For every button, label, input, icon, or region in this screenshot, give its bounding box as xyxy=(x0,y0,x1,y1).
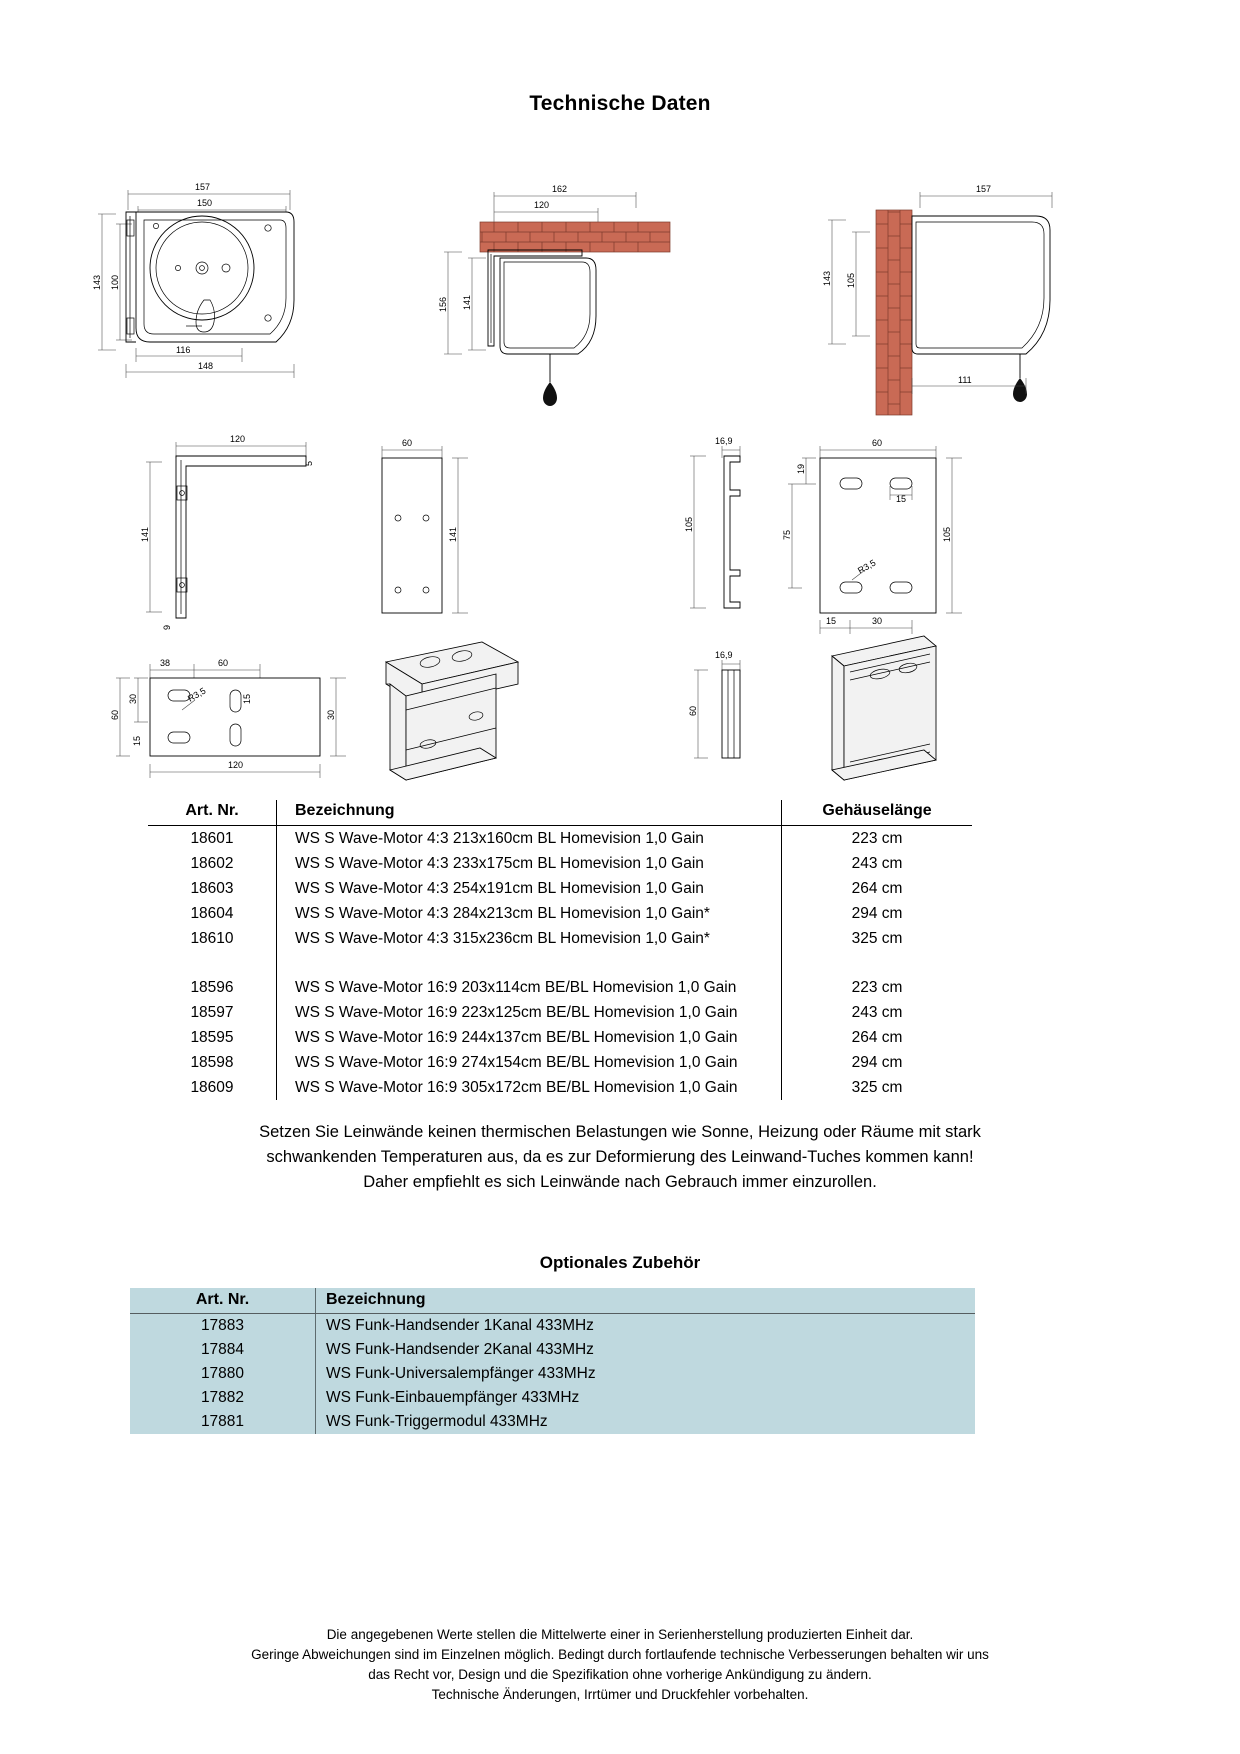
cell-gehaeuselaenge: 325 cm xyxy=(782,1075,973,1100)
thermal-warning-note xyxy=(120,1120,1120,1195)
dim-30b-ph: 30 xyxy=(326,709,336,720)
cell-bezeichnung: WS S Wave-Motor 4:3 254x191cm BL Homevision 1,0 Gain xyxy=(277,876,782,901)
cell-bezeichnung: WS S Wave-Motor 4:3 315x236cm BL Homevision 1,0 Gain* xyxy=(277,926,782,951)
accessories-title: Optionales Zubehör xyxy=(539,1253,701,1272)
dim-116-front: 116 xyxy=(176,345,191,355)
table-row-spacer xyxy=(148,951,972,975)
disclaimer-footer xyxy=(110,1625,1130,1705)
dim-143-right: 143 xyxy=(822,270,832,286)
dim-30-ph: 30 xyxy=(128,693,138,704)
specification-table xyxy=(148,800,972,1100)
drawing-plate-holes-vertical xyxy=(782,438,962,634)
cell-art-nr: 18603 xyxy=(190,880,234,897)
dim-60-rails: 60 xyxy=(688,705,698,716)
drawing-side-view-wall xyxy=(438,184,670,406)
dim-60-plate: 60 xyxy=(402,438,413,448)
dim-120-ph: 120 xyxy=(228,760,244,770)
dim-169-rails: 16,9 xyxy=(715,650,733,660)
dim-141-plate: 141 xyxy=(448,526,458,542)
header-bezeichnung: Bezeichnung xyxy=(277,800,782,826)
dim-5-bracket: 5 xyxy=(304,460,314,466)
footer-line-1: Die angegebenen Werte stellen die Mittelwerte einer in Serienherstellung produzierten Einheit dar. xyxy=(326,1627,914,1642)
cell-art-nr: 18601 xyxy=(190,830,234,847)
dim-141-side: 141 xyxy=(462,294,472,310)
warning-line-2: schwankenden Temperaturen aus, da es zur Deformierung des Leinwand-Tuches kommen kann! xyxy=(266,1148,974,1166)
cell-acc-bezeichnung: WS Funk-Universalempfänger 433MHz xyxy=(316,1362,976,1386)
dim-r35-ph: R3,5 xyxy=(186,685,208,704)
dim-38-ph: 38 xyxy=(160,658,171,668)
accessories-row xyxy=(130,1362,975,1386)
cell-acc-art-nr: 17883 xyxy=(200,1317,245,1334)
drawing-rail-short xyxy=(688,650,740,758)
dim-15-plateh: 15 xyxy=(896,494,907,504)
accessories-row xyxy=(130,1338,975,1362)
dim-9-bracket: 9 xyxy=(162,624,172,630)
cell-bezeichnung: WS S Wave-Motor 16:9 223x125cm BE/BL Homevision 1,0 Gain xyxy=(277,1000,782,1025)
dim-120-bracket: 120 xyxy=(230,434,246,444)
cell-bezeichnung: WS S Wave-Motor 16:9 203x114cm BE/BL Homevision 1,0 Gain xyxy=(277,975,782,1000)
drawing-plate-flat xyxy=(382,438,468,613)
dim-162-side: 162 xyxy=(552,184,568,194)
cell-acc-bezeichnung: WS Funk-Einbauempfänger 433MHz xyxy=(316,1386,976,1410)
cell-art-nr: 18597 xyxy=(190,1004,234,1021)
dim-60b-ph: 60 xyxy=(110,709,120,720)
cell-gehaeuselaenge: 325 cm xyxy=(782,926,973,951)
cell-gehaeuselaenge: 294 cm xyxy=(782,1050,973,1075)
dim-60-plateh: 60 xyxy=(872,438,883,448)
table-row xyxy=(148,1050,972,1075)
dim-120-side: 120 xyxy=(534,200,550,210)
brick-wall-horizontal xyxy=(480,222,670,252)
drawing-bracket-3d xyxy=(386,642,518,780)
cell-acc-art-nr: 17884 xyxy=(200,1341,245,1358)
header-gehaeuselaenge: Gehäuselänge xyxy=(782,800,973,826)
cell-gehaeuselaenge: 294 cm xyxy=(782,901,973,926)
dim-148-front: 148 xyxy=(198,361,214,371)
cell-art-nr: 18604 xyxy=(190,905,234,922)
accessories-row xyxy=(130,1386,975,1410)
dim-105-right: 105 xyxy=(846,272,856,288)
cell-art-nr: 18609 xyxy=(190,1079,234,1096)
dim-75-plateh: 75 xyxy=(782,529,792,540)
cell-bezeichnung: WS S Wave-Motor 16:9 274x154cm BE/BL Homevision 1,0 Gain xyxy=(277,1050,782,1075)
drawing-side-view-wall-right xyxy=(822,184,1052,415)
footer-line-4: Technische Änderungen, Irrtümer und Druckfehler vorbehalten. xyxy=(431,1687,809,1702)
drawing-bracket-l xyxy=(140,434,314,630)
drawing-front-view xyxy=(92,182,294,378)
dim-15b-ph: 15 xyxy=(242,693,252,704)
dim-157-front: 157 xyxy=(195,182,211,192)
dim-60-ph: 60 xyxy=(218,658,229,668)
accessories-table xyxy=(130,1288,975,1434)
cell-acc-art-nr: 17880 xyxy=(200,1365,245,1382)
cell-art-nr: 18595 xyxy=(190,1029,234,1046)
cell-bezeichnung: WS S Wave-Motor 4:3 233x175cm BL Homevision 1,0 Gain xyxy=(277,851,782,876)
cell-art-nr: 18598 xyxy=(190,1054,234,1071)
cell-art-nr: 18602 xyxy=(190,855,234,872)
table-row xyxy=(148,851,972,876)
cell-art-nr: 18596 xyxy=(190,979,234,996)
cell-bezeichnung: WS S Wave-Motor 4:3 284x213cm BL Homevision 1,0 Gain* xyxy=(277,901,782,926)
cell-gehaeuselaenge: 264 cm xyxy=(782,1025,973,1050)
cell-bezeichnung: WS S Wave-Motor 16:9 244x137cm BE/BL Homevision 1,0 Gain xyxy=(277,1025,782,1050)
drawing-rail-profile xyxy=(684,436,740,608)
accessories-row xyxy=(130,1314,975,1339)
header-acc-art-nr: Art. Nr. xyxy=(130,1288,316,1314)
accessories-row xyxy=(130,1410,975,1434)
cell-gehaeuselaenge: 223 cm xyxy=(782,975,973,1000)
dim-100-front: 100 xyxy=(110,274,120,290)
accessories-header-row xyxy=(130,1288,975,1314)
table-row xyxy=(148,1075,972,1100)
table-row xyxy=(148,901,972,926)
dim-156-side: 156 xyxy=(438,296,448,312)
cell-bezeichnung: WS S Wave-Motor 16:9 305x172cm BE/BL Homevision 1,0 Gain xyxy=(277,1075,782,1100)
dim-15-ph: 15 xyxy=(132,735,142,746)
dim-19-plateh: 19 xyxy=(796,463,806,474)
dim-15b-plateh: 15 xyxy=(826,616,837,626)
footer-line-3: das Recht vor, Design und die Spezifikation ohne vorherige Ankündigung zu ändern. xyxy=(368,1667,872,1682)
cell-gehaeuselaenge: 243 cm xyxy=(782,851,973,876)
dim-105-plateh: 105 xyxy=(942,526,952,542)
table-row xyxy=(148,826,972,852)
table-row xyxy=(148,975,972,1000)
header-acc-bezeichnung: Bezeichnung xyxy=(316,1288,976,1314)
dim-157-right: 157 xyxy=(976,184,992,194)
brick-wall-vertical xyxy=(876,210,912,415)
table-row xyxy=(148,1000,972,1025)
cell-gehaeuselaenge: 223 cm xyxy=(782,826,973,852)
table-row xyxy=(148,1025,972,1050)
table-header-row xyxy=(148,800,972,826)
warning-line-1: Setzen Sie Leinwände keinen thermischen Belastungen wie Sonne, Heizung oder Räume mit stark xyxy=(259,1123,981,1141)
cell-acc-art-nr: 17881 xyxy=(200,1413,245,1430)
cell-acc-art-nr: 17882 xyxy=(200,1389,245,1406)
header-art-nr: Art. Nr. xyxy=(148,800,277,826)
cell-gehaeuselaenge: 243 cm xyxy=(782,1000,973,1025)
page-title: Technische Daten xyxy=(529,92,711,115)
cell-art-nr: 18610 xyxy=(190,930,234,947)
footer-line-2: Geringe Abweichungen sind im Einzelnen möglich. Bedingt durch fortlaufende technische Verbesserungen behalten wir uns xyxy=(251,1647,989,1662)
dim-150-front: 150 xyxy=(197,198,213,208)
dim-105-rail: 105 xyxy=(684,516,694,532)
dim-143-front: 143 xyxy=(92,274,102,290)
dim-169-rail: 16,9 xyxy=(715,436,733,446)
technical-drawings xyxy=(90,150,1150,800)
drawing-rail-3d xyxy=(832,636,936,780)
dim-30-plateh: 30 xyxy=(872,616,883,626)
cell-bezeichnung: WS S Wave-Motor 4:3 213x160cm BL Homevision 1,0 Gain xyxy=(277,826,782,852)
warning-line-3: Daher empfiehlt es sich Leinwände nach Gebrauch immer einzurollen. xyxy=(363,1173,877,1191)
cell-gehaeuselaenge: 264 cm xyxy=(782,876,973,901)
dim-r35-plateh: R3,5 xyxy=(856,557,878,576)
table-row xyxy=(148,876,972,901)
table-row xyxy=(148,926,972,951)
cell-acc-bezeichnung: WS Funk-Handsender 1Kanal 433MHz xyxy=(316,1314,976,1339)
cell-acc-bezeichnung: WS Funk-Triggermodul 433MHz xyxy=(316,1410,976,1434)
dim-141-bracket: 141 xyxy=(140,526,150,542)
drawing-plate-holes-horizontal xyxy=(110,658,346,778)
dim-111-right: 111 xyxy=(958,375,972,385)
cell-acc-bezeichnung: WS Funk-Handsender 2Kanal 433MHz xyxy=(316,1338,976,1362)
